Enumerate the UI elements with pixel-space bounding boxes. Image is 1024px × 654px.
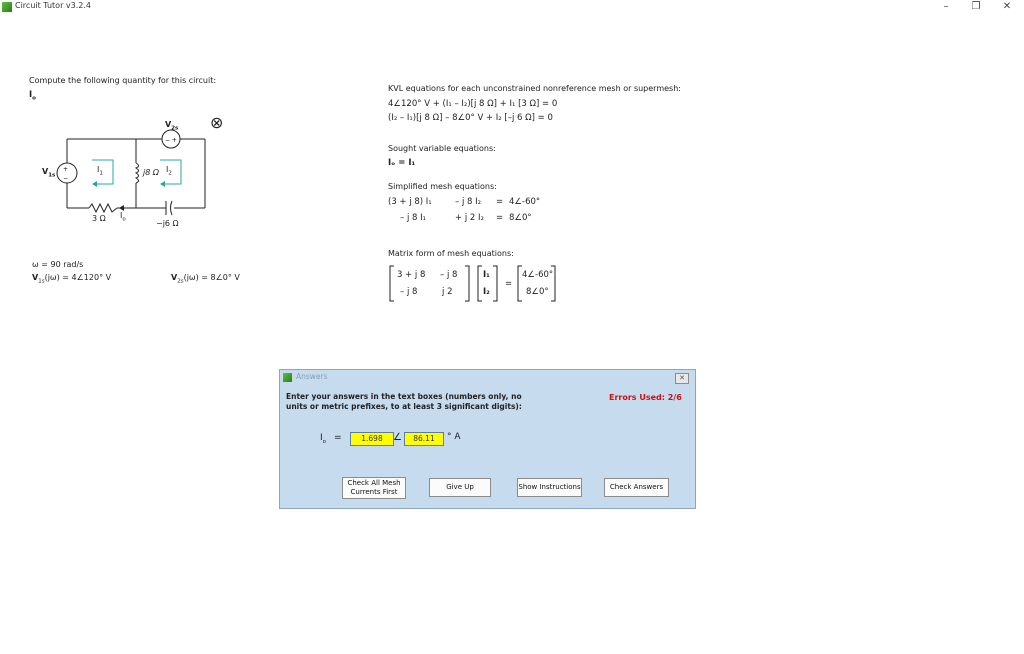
matrix-a11: 3 + j 8	[397, 270, 426, 280]
answers-title: Answers	[296, 372, 328, 381]
answers-close-button[interactable]: ✕	[675, 373, 689, 384]
kvl-eq1: 4∠120° V + (I₁ – I₂)[j 8 Ω] + I₁ [3 Ω] = 0	[388, 99, 558, 109]
magnitude-input[interactable]: 1.698	[350, 432, 394, 446]
svg-text:−: −	[63, 175, 69, 182]
omega-value: ω = 90 rad/s	[32, 260, 84, 269]
quantity-label: $I_o$	[29, 90, 36, 102]
simplified-r2c1: – j 8 I₁	[400, 213, 427, 223]
simplified-r2eq: =	[496, 213, 504, 223]
simplified-r2c2: + j 2 I₂	[455, 213, 484, 223]
kvl-eq2: (I₂ – I₁)[j 8 Ω] – 8∠0° V + I₂ [–j 6 Ω] = 0	[388, 113, 553, 123]
show-instructions-button[interactable]: Show Instructions	[517, 478, 582, 497]
angle-input[interactable]: 86.11	[404, 432, 444, 446]
close-circle-icon[interactable]: ⊗	[210, 113, 224, 132]
matrix-x2: I₂	[483, 287, 490, 297]
simplified-r1c1: (3 + j 8) I₁	[388, 197, 432, 207]
io-label: $I_o$	[120, 211, 126, 223]
v1s-label: $V_{1s}$	[42, 167, 56, 179]
inductor-icon	[136, 163, 139, 183]
simplified-r1eq: =	[496, 197, 504, 207]
errors-used: Errors Used: 2/6	[609, 393, 682, 402]
matrix-b1: 4∠-60°	[522, 270, 554, 280]
v2s-value: $V_{2s}(j\omega)$ = 8∠0° V	[171, 273, 240, 285]
sought-eq: Iₒ = I₁	[388, 158, 416, 168]
answer-unit: ° A	[447, 432, 461, 442]
angle-symbol: ∠	[393, 432, 402, 443]
check-mesh-currents-button[interactable]: Check All Mesh Currents First	[342, 477, 406, 499]
matrix-eq: =	[505, 279, 513, 289]
give-up-button[interactable]: Give Up	[429, 478, 491, 497]
simplified-heading: Simplified mesh equations:	[388, 182, 497, 191]
sought-heading: Sought variable equations:	[388, 144, 496, 153]
problem-prompt: Compute the following quantity for this circuit:	[29, 76, 217, 85]
mesh2-label: $I_2$	[166, 165, 172, 177]
check-answers-button[interactable]: Check Answers	[604, 478, 669, 497]
simplified-r1c2: – j 8 I₂	[455, 197, 482, 207]
capacitor-label: −j6 Ω	[156, 219, 179, 228]
mesh1-label: $I_1$	[97, 165, 103, 177]
svg-text:+: +	[63, 166, 69, 173]
restore-button[interactable]: ❐	[971, 1, 981, 12]
minimize-button[interactable]: –	[943, 1, 949, 12]
v1s-value: $V_{1s}(j\omega)$ = 4∠120° V	[32, 273, 112, 285]
close-button[interactable]: ✕	[1002, 1, 1012, 12]
answers-app-icon	[283, 373, 292, 382]
answer-equals: =	[334, 433, 342, 443]
simplified-r2rhs: 8∠0°	[509, 213, 532, 223]
matrix-a21: – j 8	[400, 287, 418, 297]
answer-var-label: $I_o$	[320, 433, 327, 445]
resistor-label: 3 Ω	[92, 214, 106, 223]
matrix-x1: I₁	[483, 270, 490, 280]
window-title: Circuit Tutor v3.2.4	[15, 1, 91, 10]
resistor-icon	[89, 204, 117, 212]
matrix-a12: – j 8	[440, 270, 458, 280]
inductor-label: j8 Ω	[143, 168, 159, 177]
simplified-r1rhs: 4∠-60°	[509, 197, 541, 207]
answers-instructions: Enter your answers in the text boxes (numbers only, no units or metric prefixes, to at least 3 significant digits):	[286, 392, 522, 411]
matrix-brackets	[385, 262, 565, 306]
svg-text:− +: − +	[165, 137, 177, 144]
matrix-b2: 8∠0°	[526, 287, 549, 297]
kvl-heading: KVL equations for each unconstrained nonreference mesh or supermesh:	[388, 84, 681, 93]
matrix-heading: Matrix form of mesh equations:	[388, 249, 514, 258]
v2s-label: $V_{2s}$	[165, 120, 179, 132]
answers-dialog	[279, 369, 696, 509]
matrix-a22: j 2	[442, 287, 453, 297]
